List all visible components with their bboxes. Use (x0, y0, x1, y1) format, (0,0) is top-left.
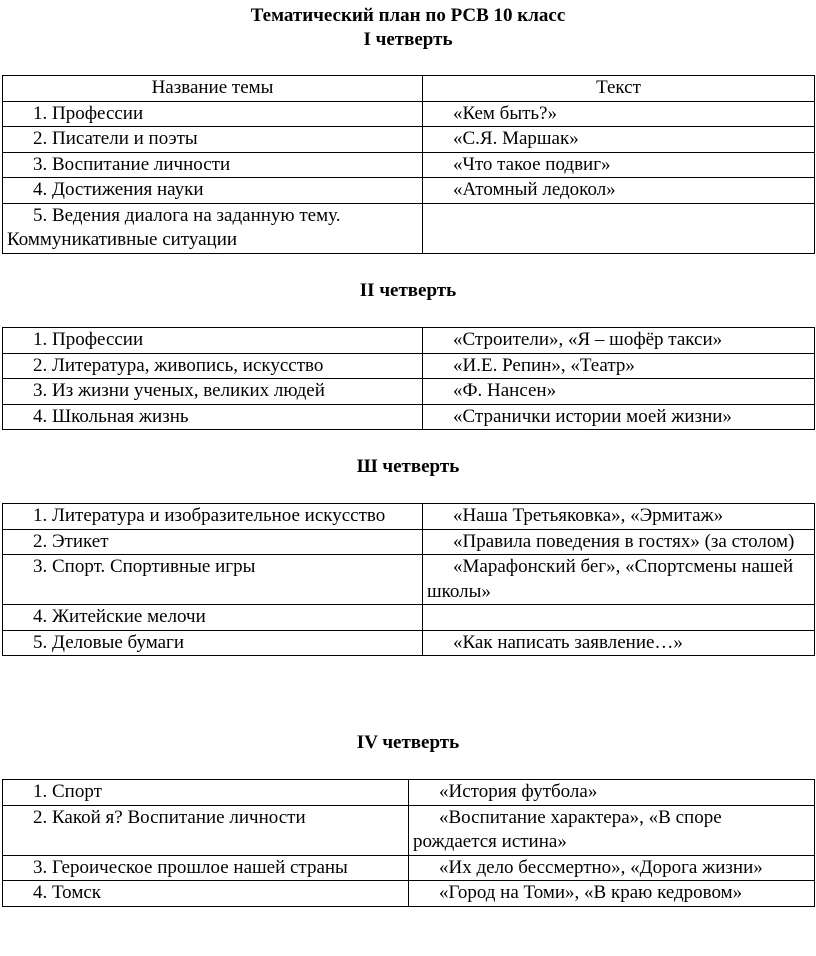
topic-cell: 3. Героическое прошлое нашей страны (3, 855, 409, 881)
text-cell: «С.Я. Маршак» (423, 127, 815, 153)
quarter-4-heading: IV четверть (356, 732, 460, 753)
quarter-2-heading: II четверть (359, 280, 457, 301)
text-cell: «Марафонский бег», «Спортсмены нашей школы» (423, 555, 815, 605)
topic-cell: 3. Спорт. Спортивные игры (3, 555, 423, 605)
topic-cell: 2. Этикет (3, 529, 423, 555)
text-cell (423, 605, 815, 631)
topic-cell: 4. Томск (3, 881, 409, 907)
table-row (3, 881, 815, 907)
header-topic: Название темы (3, 76, 423, 102)
text-cell: «Строители», «Я – шофёр такси» (423, 328, 815, 354)
topic-cell: 4. Достижения науки (3, 178, 423, 204)
text-cell: «И.Е. Репин», «Театр» (423, 353, 815, 379)
table-header-row (3, 76, 815, 102)
quarter-1-heading: I четверть (363, 29, 453, 50)
table-row (3, 203, 815, 253)
topic-cell: 3. Из жизни ученых, великих людей (3, 379, 423, 405)
quarter-1-table (2, 75, 815, 254)
topic-cell: 2. Какой я? Воспитание личности (3, 805, 409, 855)
quarter-2-table (2, 327, 815, 430)
table-row (3, 379, 815, 405)
table-row (3, 630, 815, 656)
page-title: Тематический план по РСВ 10 класс (250, 5, 566, 26)
table-row (3, 805, 815, 855)
text-cell: «Воспитание характера», «В споре рождается истина» (409, 805, 815, 855)
quarter-3-table (2, 503, 815, 656)
table-row (3, 152, 815, 178)
text-cell: «Что такое подвиг» (423, 152, 815, 178)
topic-cell: 1. Профессии (3, 101, 423, 127)
table-row (3, 101, 815, 127)
header-text: Текст (423, 76, 815, 102)
text-cell: «Странички истории моей жизни» (423, 404, 815, 430)
topic-cell: 1. Спорт (3, 780, 409, 806)
text-cell: «Наша Третьяковка», «Эрмитаж» (423, 504, 815, 530)
quarter-3-heading: Ш четверть (356, 456, 460, 477)
text-cell (423, 203, 815, 253)
text-cell: «Атомный ледокол» (423, 178, 815, 204)
table-row (3, 178, 815, 204)
topic-cell: 1. Литература и изобразительное искусство (3, 504, 423, 530)
text-cell: «Их дело бессмертно», «Дорога жизни» (409, 855, 815, 881)
table-row (3, 127, 815, 153)
topic-cell: 3. Воспитание личности (3, 152, 423, 178)
table-row (3, 555, 815, 605)
table-row (3, 404, 815, 430)
topic-cell: 4. Житейские мелочи (3, 605, 423, 631)
text-cell: «История футбола» (409, 780, 815, 806)
table-row (3, 529, 815, 555)
table-row (3, 855, 815, 881)
topic-cell: 2. Писатели и поэты (3, 127, 423, 153)
topic-cell: 5. Ведения диалога на заданную тему. Коммуникативные ситуации (3, 203, 423, 253)
topic-cell: 1. Профессии (3, 328, 423, 354)
table-row (3, 780, 815, 806)
topic-cell: 4. Школьная жизнь (3, 404, 423, 430)
table-row (3, 353, 815, 379)
table-row (3, 605, 815, 631)
quarter-4-table (2, 779, 815, 907)
table-row (3, 328, 815, 354)
text-cell: «Как написать заявление…» (423, 630, 815, 656)
text-cell: «Город на Томи», «В краю кедровом» (409, 881, 815, 907)
text-cell: «Правила поведения в гостях» (за столом) (423, 529, 815, 555)
text-cell: «Ф. Нансен» (423, 379, 815, 405)
topic-cell: 2. Литература, живопись, искусство (3, 353, 423, 379)
table-row (3, 504, 815, 530)
topic-cell: 5. Деловые бумаги (3, 630, 423, 656)
text-cell: «Кем быть?» (423, 101, 815, 127)
